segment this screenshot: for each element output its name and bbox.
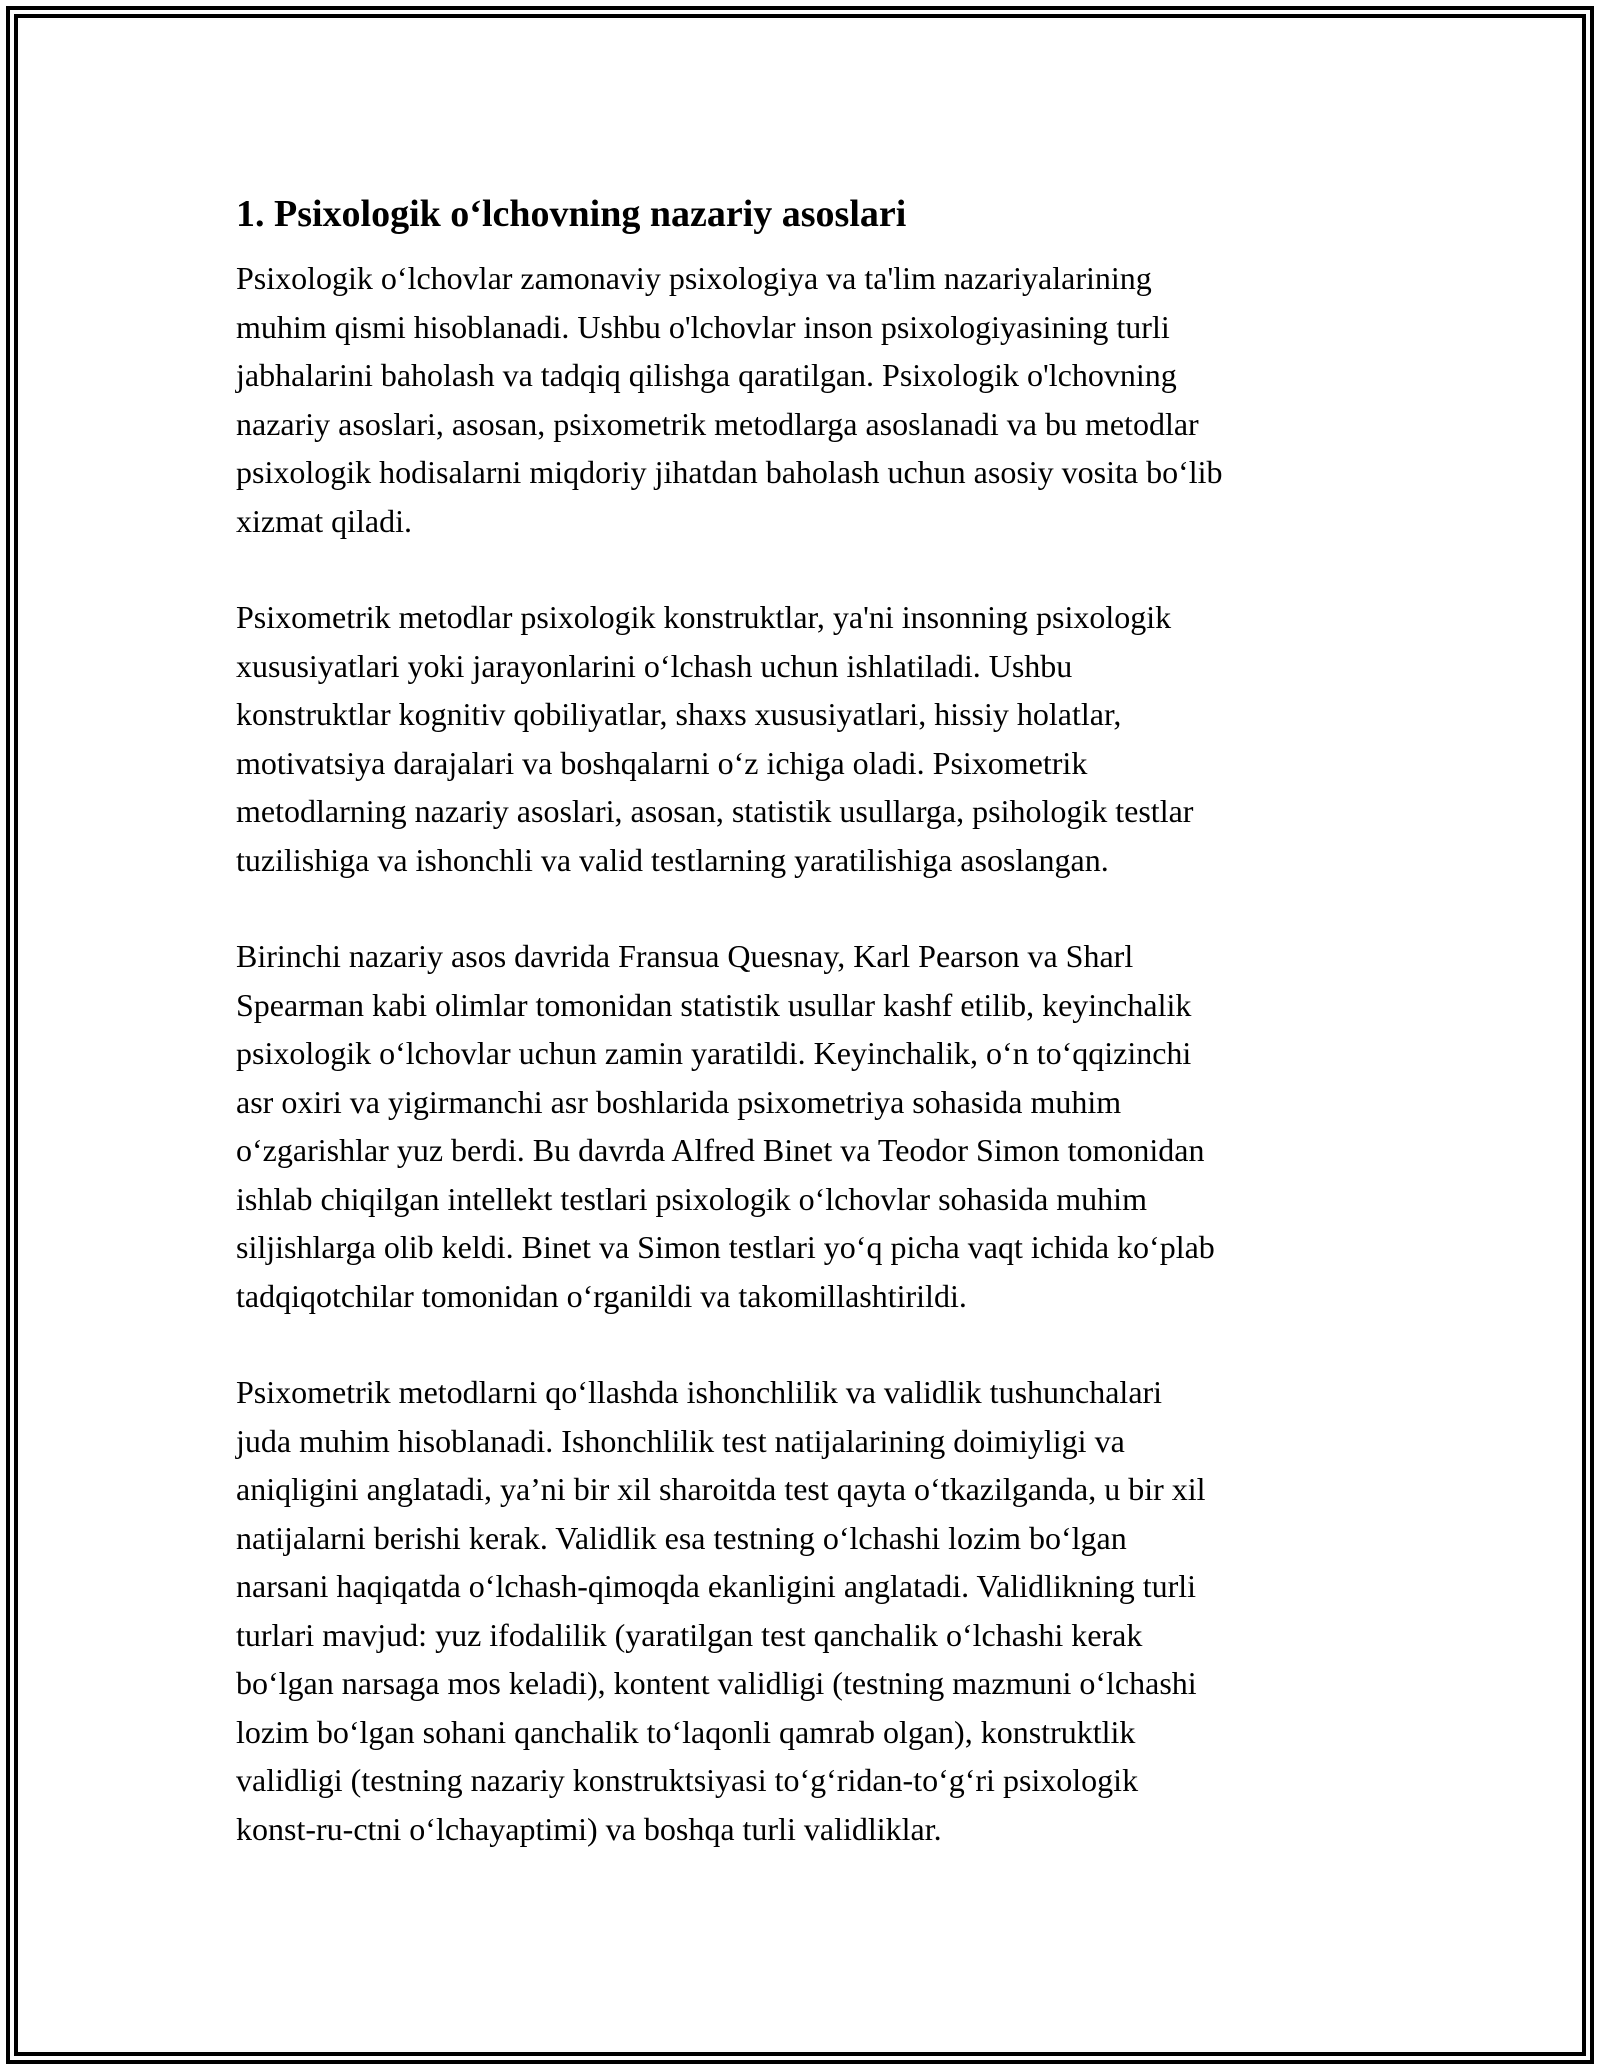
document-body	[236, 188, 1384, 1901]
paragraph-line: muhim qismi hisoblanadi. Ushbu o'lchovlar inson psixologiyasining turli	[236, 308, 1170, 345]
paragraph-line: bo‘lgan narsaga mos keladi), kontent validligi (testning mazmuni o‘lchashi	[236, 1665, 1197, 1701]
paragraph	[236, 1368, 1384, 1853]
paragraph-line: psixologik o‘lchovlar uchun zamin yaratildi. Keyinchalik, o‘n to‘qqizinchi	[236, 1035, 1192, 1071]
paragraph-line: siljishlarga olib keldi. Binet va Simon testlari yo‘q picha vaqt ichida ko‘plab	[236, 1229, 1215, 1265]
paragraph-line: nazariy asoslari, asosan, psixometrik metodlarga asoslanadi va bu metodlar	[236, 405, 1199, 442]
paragraph	[236, 593, 1384, 884]
paragraph-line: natijalarni berishi kerak. Validlik esa testning o‘lchashi lozim bo‘lgan	[236, 1519, 1127, 1556]
paragraph-line: Spearman kabi olimlar tomonidan statistik usullar kashf etilib, keyinchalik	[236, 986, 1192, 1023]
paragraph-line: Psixometrik metodlar psixologik konstruktlar, ya'ni insonning psixologik	[236, 599, 1172, 635]
paragraph-line: motivatsiya darajalari va boshqalarni o‘z ichiga oladi. Psixometrik	[236, 744, 1088, 781]
paragraph-line: turlari mavjud: yuz ifodalilik (yaratilgan test qanchalik o‘lchashi kerak	[236, 1616, 1143, 1653]
paragraphs-container	[236, 254, 1384, 1853]
paragraph-line: asr oxiri va yigirmanchi asr boshlarida psixometriya sohasida muhim	[236, 1083, 1122, 1120]
paragraph-line: psixologik hodisalarni miqdoriy jihatdan baholash uchun asosiy vosita bo‘lib	[236, 454, 1223, 490]
paragraph-line: ishlab chiqilgan intellekt testlari psixologik o‘lchovlar sohasida muhim	[236, 1180, 1147, 1217]
paragraph-line: Birinchi nazariy asos davrida Fransua Quesnay, Karl Pearson va Sharl	[236, 938, 1134, 974]
paragraph-line: Psixometrik metodlarni qo‘llashda ishonchlilik va validlik tushunchalari	[236, 1374, 1163, 1410]
paragraph-line: validligi (testning nazariy konstruktsiyasi to‘g‘ridan-to‘g‘ri psixologik	[236, 1762, 1139, 1798]
paragraph-line: tuzilishiga va ishonchli va valid testlarning yaratilishiga asoslangan.	[236, 841, 1109, 878]
paragraph-line: lozim bo‘lgan sohani qanchalik to‘laqonli qamrab olgan), konstruktlik	[236, 1713, 1136, 1750]
paragraph	[236, 254, 1384, 545]
paragraph-line: narsani haqiqatda o‘lchash-qimoqda ekanligini anglatadi. Validlikning turli	[236, 1568, 1197, 1604]
paragraph-line: o‘zgarishlar yuz berdi. Bu davrda Alfred Binet va Teodor Simon tomonidan	[236, 1132, 1205, 1168]
paragraph	[236, 932, 1384, 1320]
paragraph-line: xizmat qiladi.	[236, 502, 412, 539]
section-title: 1. Psixologik o‘lchovning nazariy asoslari	[236, 193, 907, 235]
paragraph-line: aniqligini anglatadi, ya’ni bir xil sharoitda test qayta o‘tkazilganda, u bir xil	[236, 1471, 1206, 1507]
paragraph-line: konst-ru-ctni o‘lchayaptimi) va boshqa turli validliklar.	[236, 1810, 942, 1847]
paragraph-line: juda muhim hisoblanadi. Ishonchlilik test natijalarining doimiyligi va	[236, 1422, 1125, 1459]
paragraph-line: xususiyatlari yoki jarayonlarini o‘lchash uchun ishlatiladi. Ushbu	[236, 647, 1073, 684]
paragraph-line: tadqiqotchilar tomonidan o‘rganildi va takomillashtirildi.	[236, 1277, 967, 1314]
paragraph-line: jabhalarini baholash va tadqiq qilishga qaratilgan. Psixologik o'lchovning	[236, 357, 1177, 393]
paragraph-line: konstruktlar kognitiv qobiliyatlar, shaxs xususiyatlari, hissiy holatlar,	[236, 696, 1122, 732]
paragraph-line: metodlarning nazariy asoslari, asosan, statistik usullarga, psihologik testlar	[236, 793, 1194, 829]
paragraph-line: Psixologik o‘lchovlar zamonaviy psixologiya va ta'lim nazariyalarining	[236, 260, 1152, 296]
